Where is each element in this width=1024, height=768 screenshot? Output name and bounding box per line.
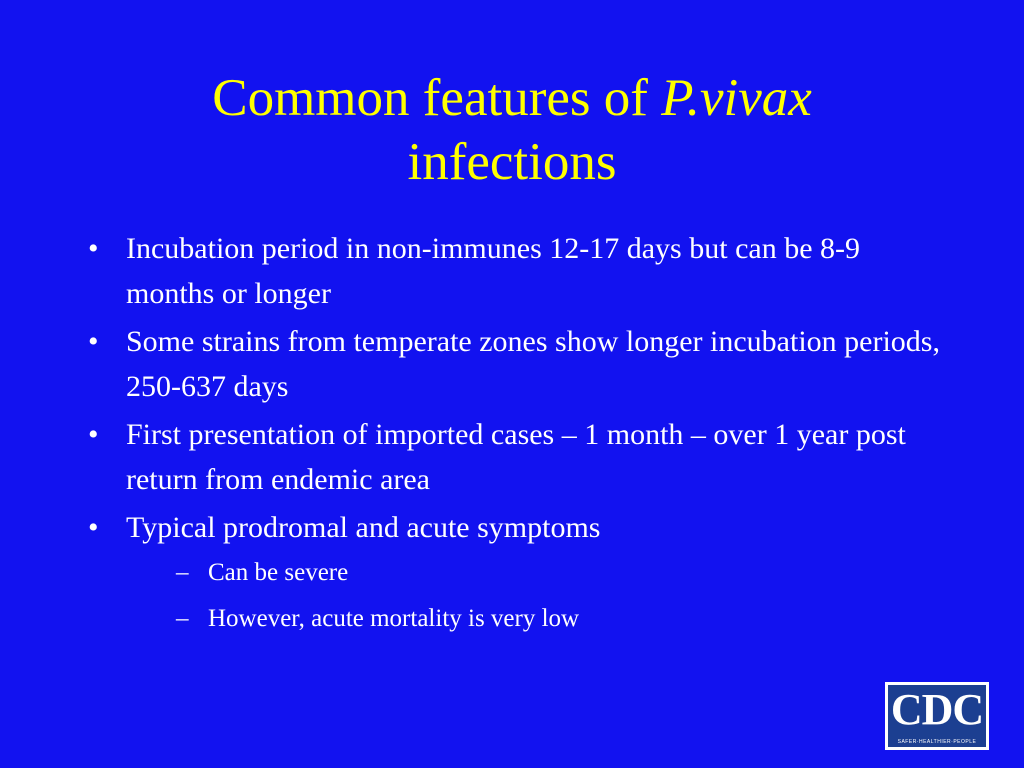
title-species: P.vivax bbox=[661, 69, 812, 127]
sub-bullet-item bbox=[126, 596, 948, 642]
cdc-logo-text: CDC bbox=[890, 685, 984, 734]
bullet-text: Incubation period in non-immunes 12-17 days but can be 8-9 months or longer bbox=[126, 232, 861, 310]
bullet-list bbox=[88, 226, 948, 645]
bullet-item bbox=[88, 226, 948, 316]
bullet-text: Typical prodromal and acute symptoms bbox=[126, 511, 601, 544]
sub-bullet-text: Can be severe bbox=[208, 559, 349, 586]
title-prefix: Common features of bbox=[212, 69, 662, 127]
cdc-logo bbox=[885, 682, 989, 750]
bullet-marker: • bbox=[88, 325, 99, 358]
sub-bullet-item bbox=[126, 550, 948, 596]
bullet-item bbox=[88, 319, 948, 409]
cdc-logo-tagline: SAFER·HEALTHIER·PEOPLE bbox=[897, 739, 977, 745]
title-suffix: infections bbox=[407, 133, 617, 191]
sub-bullet-marker: – bbox=[176, 559, 189, 586]
bullet-marker: • bbox=[88, 418, 99, 451]
bullet-marker: • bbox=[88, 232, 99, 265]
bullet-text: First presentation of imported cases – 1 month – over 1 year post return from endemic area bbox=[126, 418, 906, 496]
bullet-item bbox=[88, 412, 948, 502]
sub-bullet-marker: – bbox=[176, 605, 189, 632]
sub-bullet-text: However, acute mortality is very low bbox=[208, 605, 580, 632]
bullet-marker: • bbox=[88, 511, 99, 544]
bullet-text: Some strains from temperate zones show longer incubation periods, 250-637 days bbox=[126, 325, 940, 403]
bullet-item bbox=[88, 505, 948, 642]
sub-bullet-list bbox=[126, 550, 948, 642]
slide-title bbox=[100, 66, 924, 194]
cdc-logo-box bbox=[888, 685, 986, 747]
